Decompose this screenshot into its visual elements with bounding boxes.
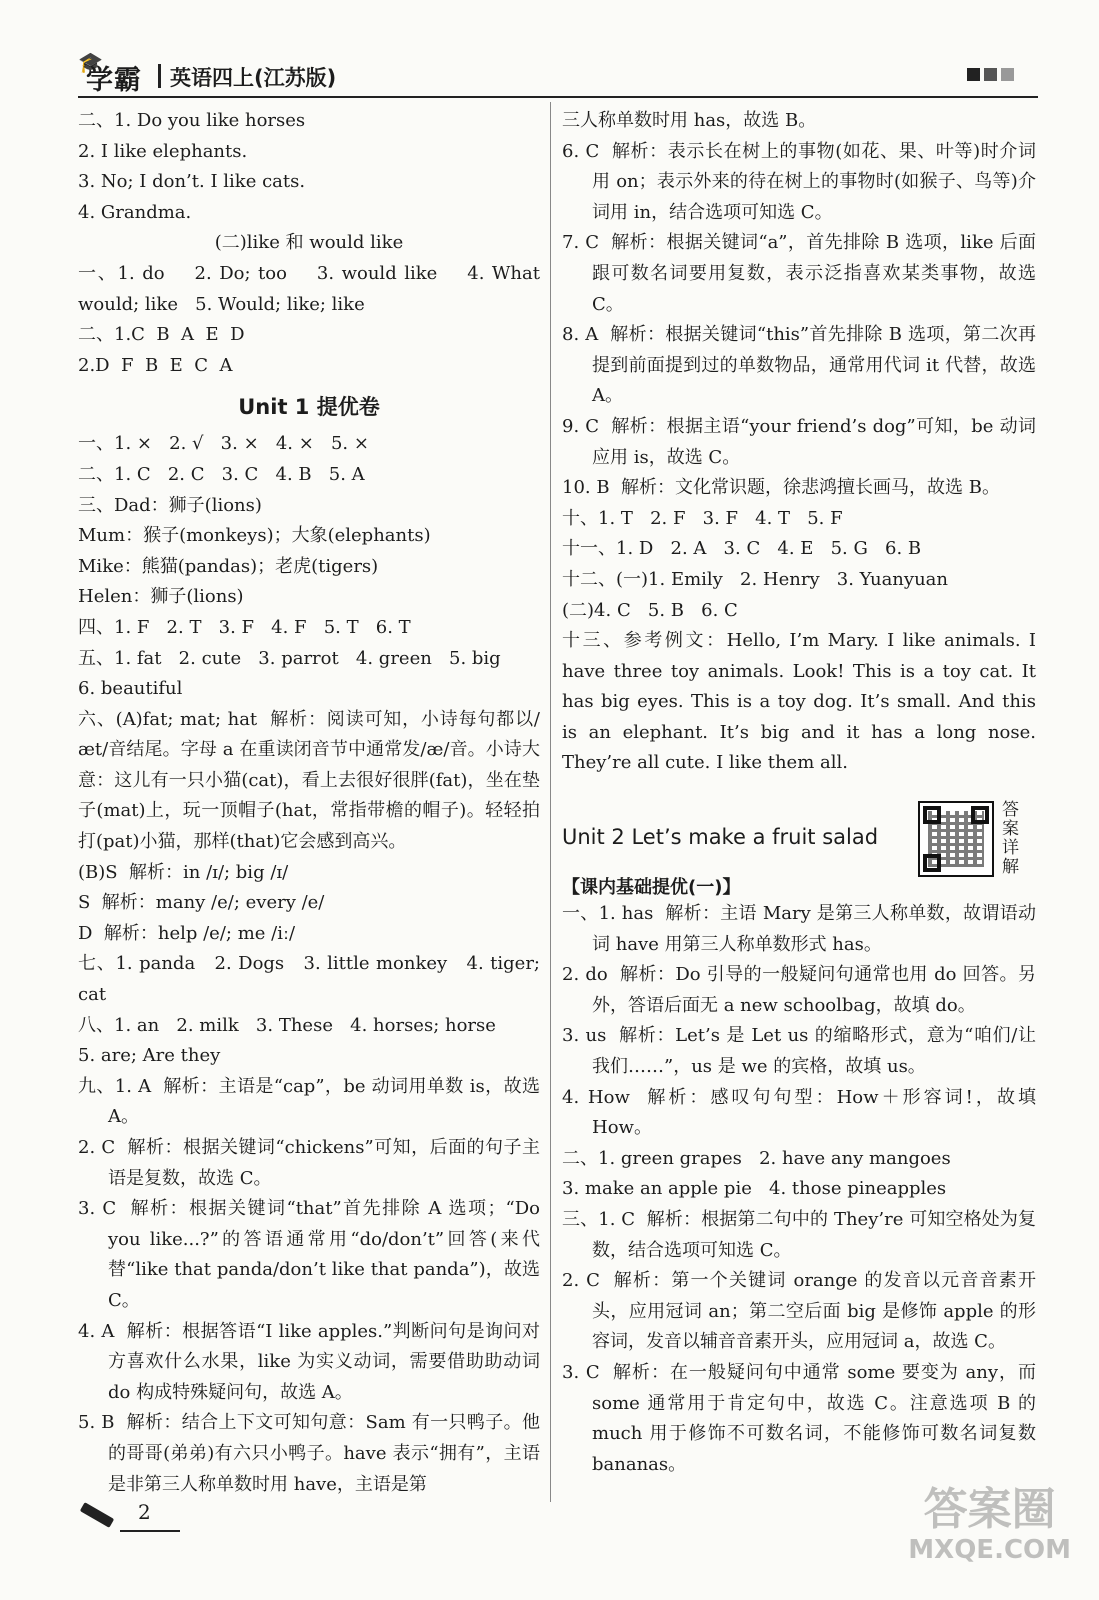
- qr-label: 答案详解: [1002, 800, 1019, 878]
- answer-line: 7. C 解析：根据关键词“a”，首先排除 B 选项，like 后面跟可数名词要用复数，表示泛指喜欢某类事物，故选 C。: [562, 232, 1042, 315]
- unit2-heading: [562, 800, 1036, 878]
- answer-line: 3. No; I don’t. I like cats.: [78, 171, 306, 193]
- page-header: [78, 50, 1038, 98]
- brand-logo: 学霸: [86, 65, 142, 96]
- answer-line: (B)S 解析：in /ɪ/; big /ɪ/: [78, 861, 289, 883]
- header-separator: [158, 64, 161, 88]
- answer-line: 3. C 解析：根据关键词“that”首先排除 A 选项；“Do you like...?”的答语通常用“do/don’t”回答(来代替“like that panda/don’t like that panda”)，故选 C。: [78, 1198, 546, 1311]
- page-number: 2: [138, 1500, 151, 1524]
- answer-line: 4. A 解析：根据答语“I like apples.”判断问句是询问对方喜欢什么水果，like 为实义动词，需要借助助动词 do 构成特殊疑问句，故选 A。: [78, 1320, 546, 1403]
- answer-line: 【课内基础提优(一)】: [562, 877, 741, 899]
- answer-line: 6. C 解析：表示长在树上的事物(如花、果、叶等)时介词用 on；表示外来的待在树上的事物时(如猴子、鸟等)介词用 in，结合选项可知选 C。: [562, 140, 1036, 223]
- answer-line: 3. us 解析：Let’s 是 Let us 的缩略形式，意为“咱们/让我们……”，us 是 we 的宾格，故填 us。: [562, 1025, 1036, 1078]
- answer-line: (二)like 和 would like: [214, 232, 404, 254]
- answer-line: 2. do 解析：Do 引导的一般疑问句通常也用 do 回答。另外，答语后面无 a new schoolbag，故填 do。: [562, 964, 1036, 1016]
- answer-line: 六、(A)fat; mat; hat 解析：阅读可知，小诗每句都以/æt/音结尾。字母 a 在重读闭音节中通常发/æ/音。小诗大意：这儿有一只小猫(cat)，看上去很好很胖(fat)，坐在垫子(mat)上，玩一顶帽子(hat，常指带檐的帽子)。轻轻拍打(pat)小猫，那样(that)它会感到高兴。: [78, 708, 540, 853]
- answer-line: Unit 1 提优卷: [238, 395, 380, 420]
- column-divider: [550, 102, 551, 1502]
- answer-line: 十二、(一)1. Emily 2. Henry 3. Yuanyuan: [562, 568, 948, 590]
- answer-line: 10. B 解析：文化常识题，徐悲鸿擅长画马，故选 B。: [562, 477, 1000, 499]
- answer-line: 5. are; Are they: [78, 1045, 221, 1067]
- header-squares-icon: [967, 68, 1014, 81]
- watermark-logo: 答案圈 MXQE.COM: [908, 1484, 1071, 1565]
- answer-line: 3. make an apple pie 4. those pineapples: [562, 1178, 947, 1200]
- answer-line: Mike：熊猫(pandas)；老虎(tigers): [78, 555, 379, 577]
- answer-line: 一、1. has 解析：主语 Mary 是第三人称单数，故谓语动词 have 用第三人称单数形式 has。: [562, 903, 1036, 955]
- answer-line: 一、1. × 2. √ 3. × 4. × 5. ×: [78, 433, 369, 455]
- answer-line: 4. Grandma.: [78, 201, 192, 223]
- answer-line: 十、1. T 2. F 3. F 4. T 5. F: [562, 507, 843, 529]
- answer-line: 2. C 解析：第一个关键词 orange 的发音以元音音素开头，应用冠词 an；第二空后面 big 是修饰 apple 的形容词，发音以辅音音素开头，应用冠词 a，故选 C。: [562, 1270, 1036, 1353]
- answer-line: 八、1. an 2. milk 3. These 4. horses; horse: [78, 1014, 496, 1036]
- book-title: 英语四上(江苏版): [170, 66, 337, 90]
- graduation-cap-icon: 🎓: [78, 50, 103, 74]
- answer-line: 七、1. panda 2. Dogs 3. little monkey 4. tiger; cat: [78, 953, 546, 1006]
- pencil-icon: [80, 1502, 114, 1528]
- answer-line: 九、1. A 解析：主语是“cap”，be 动词用单数 is，故选 A。: [78, 1075, 546, 1128]
- left-column: [78, 106, 546, 1500]
- answer-line: D 解析：help /e/; me /iː/: [78, 922, 296, 944]
- answer-line: 四、1. F 2. T 3. F 4. F 5. T 6. T: [78, 616, 411, 638]
- answer-line: 一、1. do 2. Do; too 3. would like 4. What would; like 5. Would; like; like: [78, 262, 546, 315]
- answer-line: 十一、1. D 2. A 3. C 4. E 5. G 6. B: [562, 538, 922, 560]
- right-column: [562, 106, 1042, 1480]
- answer-line: 三、1. C 解析：根据第二句中的 They’re 可知空格处为复数，结合选项可知选 C。: [562, 1209, 1036, 1261]
- answer-line: 三、Dad：狮子(lions): [78, 494, 262, 516]
- unit2-title: Unit 2 Let’s make a fruit salad: [562, 825, 879, 850]
- answer-line: 二、1. C 2. C 3. C 4. B 5. A: [78, 463, 365, 485]
- answer-line: 3. C 解析：在一般疑问句中通常 some 要变为 any，而 some 通常用于肯定句中，故选 C。注意选项 B 的 much 用于修饰不可数名词，不能修饰可数名词复数 bananas。: [562, 1361, 1042, 1475]
- answer-line: 6. beautiful: [78, 678, 183, 700]
- answer-line: 2. I like elephants.: [78, 140, 248, 162]
- footer-line: [120, 1530, 180, 1532]
- answer-line: 五、1. fat 2. cute 3. parrot 4. green 5. big: [78, 647, 501, 669]
- answer-line: Helen：狮子(lions): [78, 586, 244, 608]
- answer-line: Mum：猴子(monkeys)；大象(elephants): [78, 525, 431, 547]
- answer-line: 二、1.C B A E D: [78, 324, 245, 346]
- answer-line: 三人称单数时用 has，故选 B。: [562, 110, 817, 131]
- qr-code-icon[interactable]: [918, 801, 994, 877]
- page-footer: [80, 1500, 180, 1540]
- answer-line: 十三、参考例文：Hello, I’m Mary. I like animals. I have three toy animals. Look! This is a toy cat. It has big eyes. This is a toy dog. It’s small. And this is an elephant. It’s big and it has a long nose. They’re all cute. I like them all.: [562, 630, 1042, 774]
- answer-line: 8. A 解析：根据关键词“this”首先排除 B 选项，第二次再提到前面提到过的单数物品，通常用代词 it 代替，故选 A。: [562, 324, 1042, 407]
- answer-line: 二、1. green grapes 2. have any mangoes: [562, 1147, 951, 1169]
- answer-line: S 解析：many /e/; every /e/: [78, 892, 325, 914]
- answer-line: 9. C 解析：根据主语“your friend’s dog”可知，be 动词应用 is，故选 C。: [562, 415, 1036, 468]
- answer-line: 二、1. Do you like horses: [78, 110, 306, 131]
- answer-line: (二)4. C 5. B 6. C: [562, 599, 738, 621]
- answer-line: 5. B 解析：结合上下文可知句意：Sam 有一只鸭子。他的哥哥(弟弟)有六只小鸭子。have 表示“拥有”，主语是非第三人称单数时用 have，主语是第: [78, 1412, 540, 1495]
- answer-line: 4. How 解析：感叹句句型：How＋形容词!，故填 How。: [562, 1086, 1042, 1139]
- answer-line: 2. C 解析：根据关键词“chickens”可知，后面的句子主语是复数，故选 C。: [78, 1137, 540, 1189]
- answer-line: 2.D F B E C A: [78, 354, 233, 376]
